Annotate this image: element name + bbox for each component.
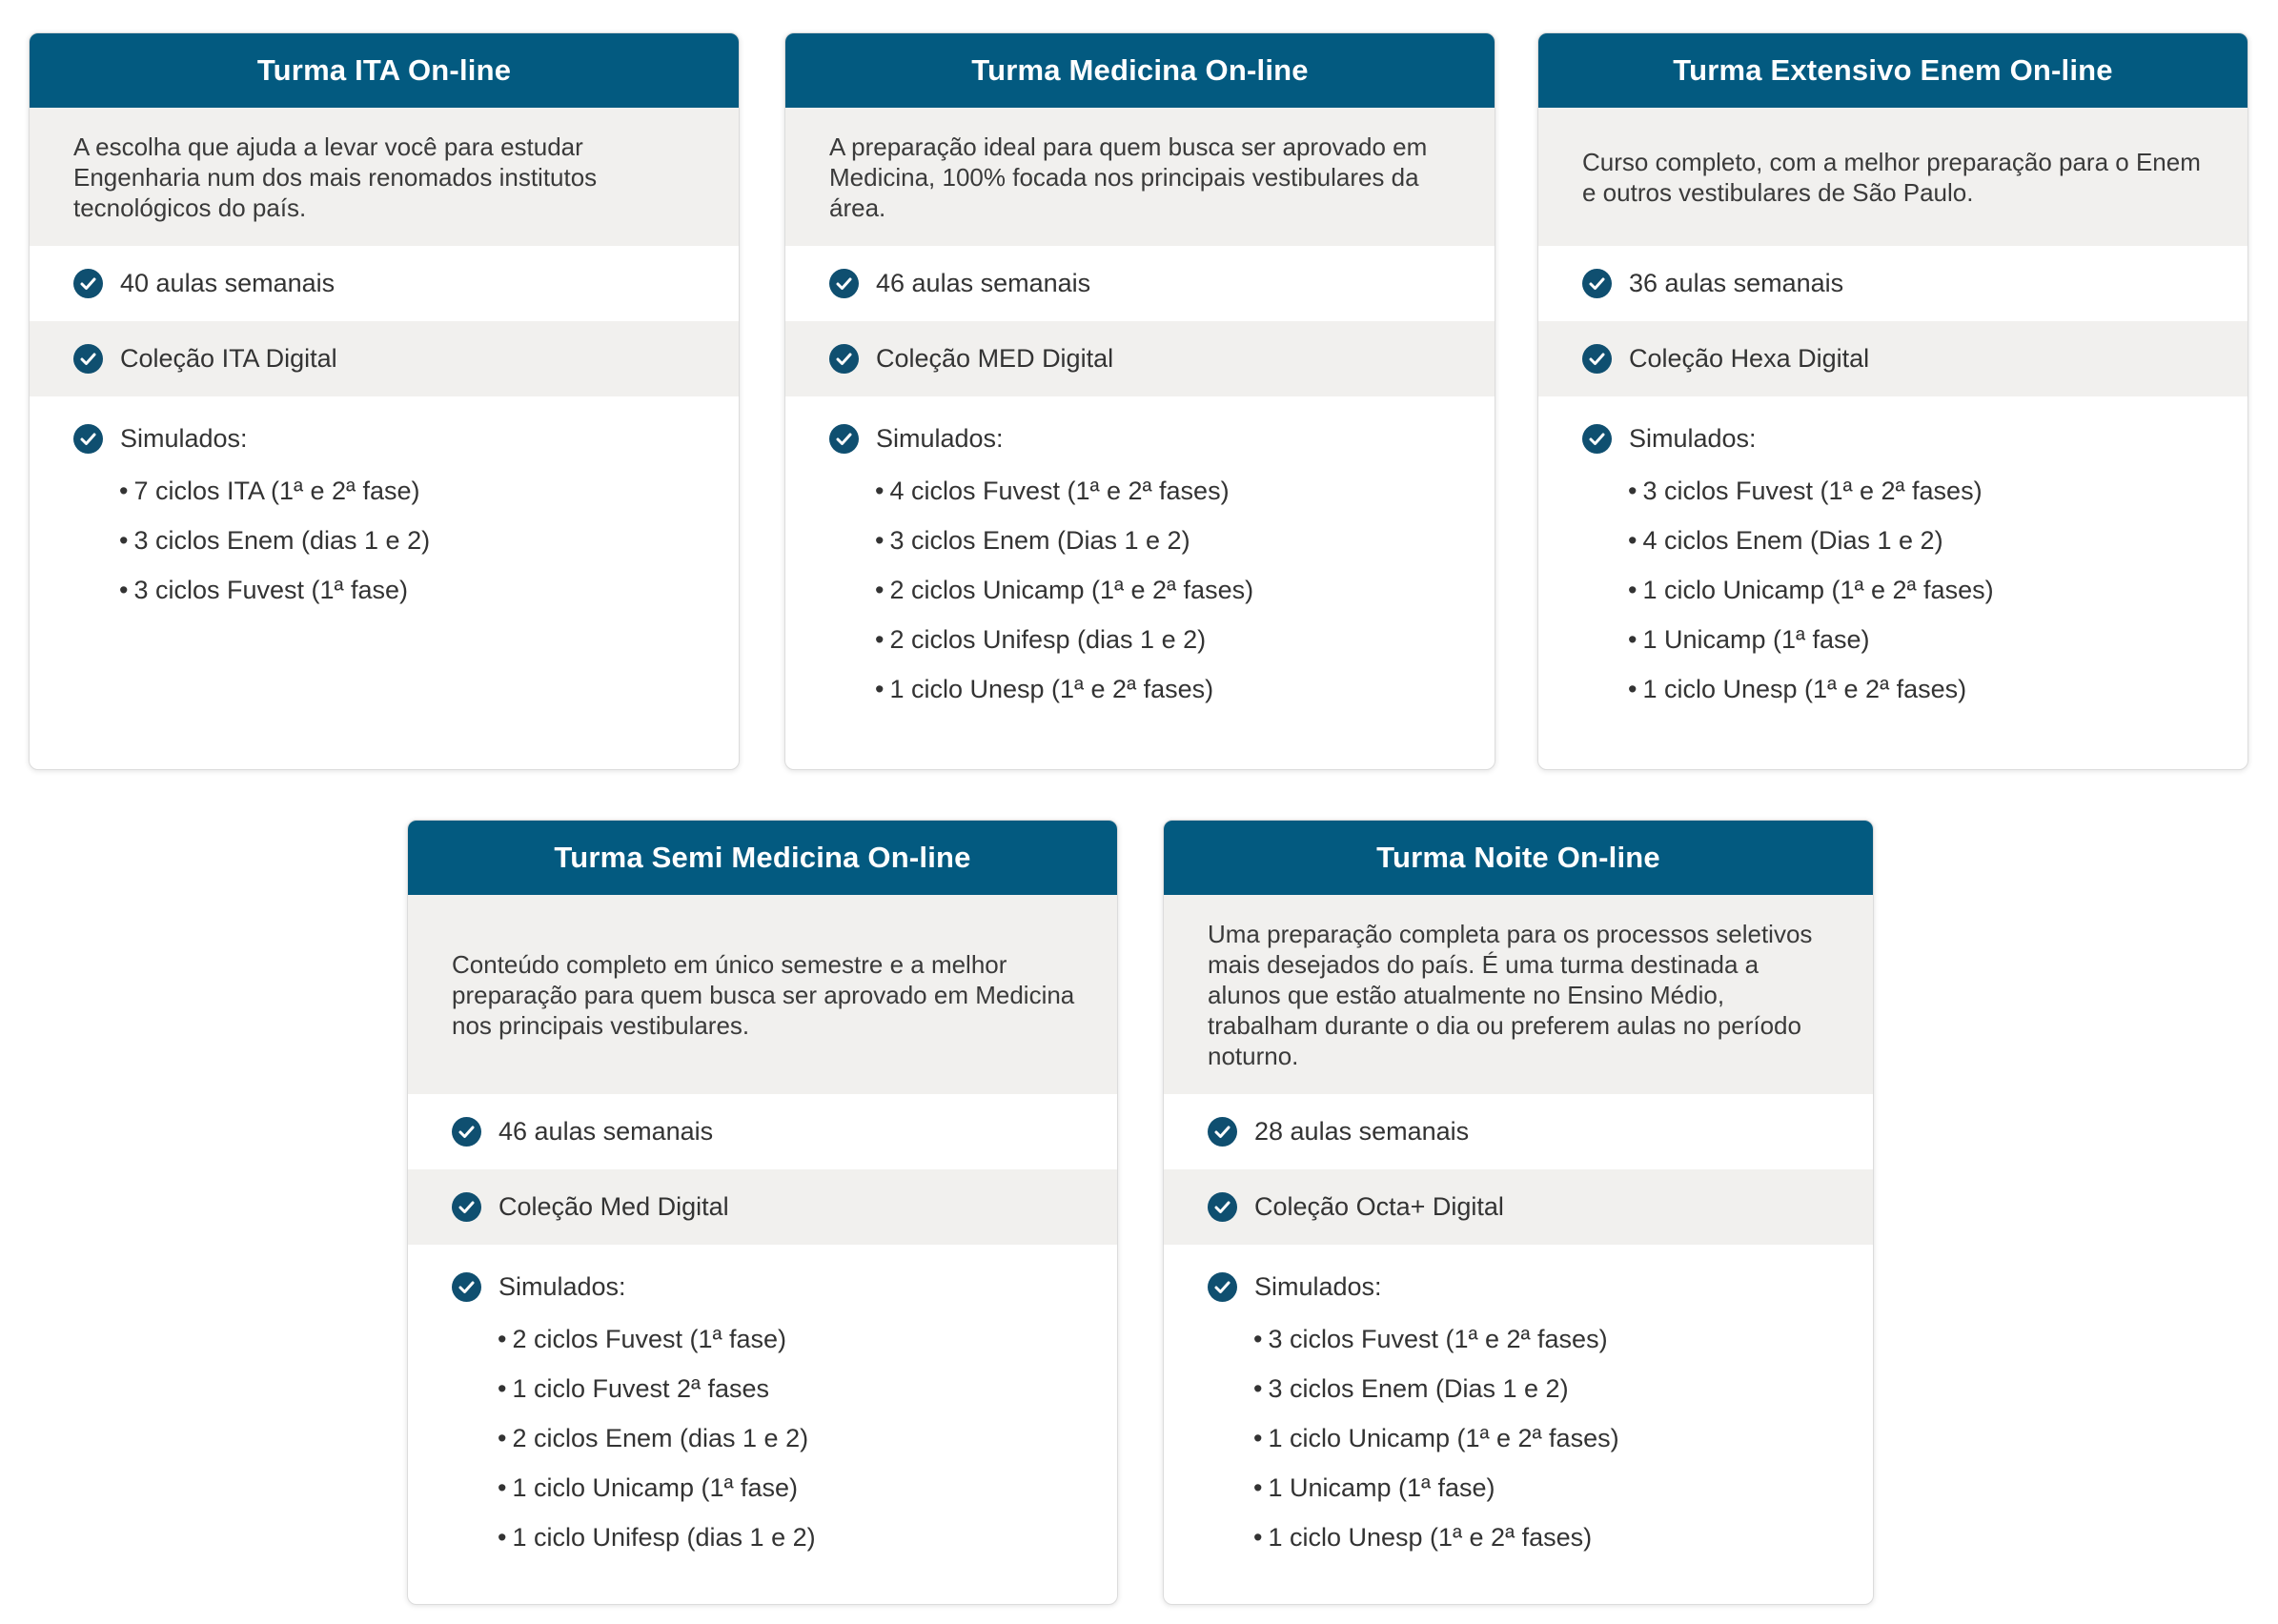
simulado-item: • 1 ciclo Unicamp (1ª e 2ª fases) [1628, 565, 2247, 615]
description-text: A preparação ideal para quem busca ser aprovado em Medicina, 100% focada nos principais vestibulares da área. [829, 132, 1428, 222]
simulados-label: Simulados: [1254, 1271, 1382, 1301]
simulados-heading [1582, 414, 2247, 463]
card-header [785, 33, 1495, 108]
card-header [1164, 821, 1873, 895]
simulado-item: • 7 ciclos ITA (1ª e 2ª fase) [119, 466, 739, 516]
simulados-list [73, 466, 739, 615]
feature-row [1164, 1169, 1873, 1245]
feature-row [1164, 1094, 1873, 1169]
simulado-item: • 3 ciclos Enem (dias 1 e 2) [119, 516, 739, 565]
check-circle-icon [1208, 1272, 1237, 1302]
simulados-label: Simulados: [498, 1271, 626, 1301]
simulado-item: • 1 Unicamp (1ª fase) [1628, 615, 2247, 664]
simulados-heading [73, 414, 739, 463]
card-description [785, 108, 1495, 246]
feature-label: Coleção ITA Digital [120, 344, 337, 373]
simulados-heading [452, 1262, 1117, 1311]
simulados-section [408, 1245, 1117, 1562]
simulados-label: Simulados: [876, 423, 1004, 453]
card-description [408, 895, 1117, 1094]
feature-row [30, 321, 739, 396]
feature-label: 46 aulas semanais [876, 269, 1091, 297]
simulado-item: • 1 ciclo Unicamp (1ª fase) [498, 1463, 1117, 1512]
simulado-item: • 3 ciclos Enem (Dias 1 e 2) [1253, 1364, 1873, 1413]
check-circle-icon [452, 1192, 481, 1222]
simulado-item: • 1 ciclo Fuvest 2ª fases [498, 1364, 1117, 1413]
feature-label: Coleção MED Digital [876, 344, 1114, 373]
check-circle-icon [452, 1117, 481, 1147]
check-circle-icon [829, 424, 859, 454]
description-text: A escolha que ajuda a levar você para estudar Engenharia num dos mais renomados institutos tecnológicos do país. [73, 132, 598, 222]
feature-label: Coleção Hexa Digital [1629, 344, 1870, 373]
description-text: Uma preparação completa para os processos seletivos mais desejados do país. É uma turma destinada a alunos que estão atualmente no Ensino Médio, trabalham durante o dia ou preferem aulas no período noturno. [1208, 919, 1813, 1070]
simulado-item: • 3 ciclos Enem (Dias 1 e 2) [875, 516, 1495, 565]
card-header [30, 33, 739, 108]
check-circle-icon [1582, 344, 1612, 374]
simulados-label: Simulados: [120, 423, 248, 453]
simulados-label: Simulados: [1629, 423, 1757, 453]
feature-row [408, 1169, 1117, 1245]
simulado-item: • 1 ciclo Unesp (1ª e 2ª fases) [1628, 664, 2247, 714]
feature-row [785, 246, 1495, 321]
check-circle-icon [1582, 269, 1612, 298]
card-title: Turma Extensivo Enem On-line [1673, 53, 2113, 87]
simulados-list [452, 1314, 1117, 1562]
description-text: Conteúdo completo em único semestre e a melhor preparação para quem busca ser aprovado em Medicina nos principais vestibulares. [452, 949, 1075, 1040]
check-circle-icon [1208, 1192, 1237, 1222]
card-description [30, 108, 739, 246]
simulado-item: • 2 ciclos Unifesp (dias 1 e 2) [875, 615, 1495, 664]
simulado-item: • 1 Unicamp (1ª fase) [1253, 1463, 1873, 1512]
check-circle-icon [452, 1272, 481, 1302]
feature-row [785, 321, 1495, 396]
simulados-heading [829, 414, 1495, 463]
simulados-section [30, 396, 739, 615]
description-text: Curso completo, com a melhor preparação para o Enem e outros vestibulares de São Paulo. [1582, 147, 2201, 207]
simulados-section [1164, 1245, 1873, 1562]
simulado-item: • 2 ciclos Enem (dias 1 e 2) [498, 1413, 1117, 1463]
simulado-item: • 1 ciclo Unicamp (1ª e 2ª fases) [1253, 1413, 1873, 1463]
simulados-section [1538, 396, 2247, 714]
feature-label: Coleção Octa+ Digital [1254, 1192, 1504, 1221]
simulado-item: • 4 ciclos Fuvest (1ª e 2ª fases) [875, 466, 1495, 516]
feature-row [408, 1094, 1117, 1169]
feature-row [1538, 246, 2247, 321]
feature-row [1538, 321, 2247, 396]
simulados-section [785, 396, 1495, 714]
simulado-item: • 1 ciclo Unifesp (dias 1 e 2) [498, 1512, 1117, 1562]
simulado-item: • 3 ciclos Fuvest (1ª e 2ª fases) [1253, 1314, 1873, 1364]
check-circle-icon [829, 344, 859, 374]
simulado-item: • 4 ciclos Enem (Dias 1 e 2) [1628, 516, 2247, 565]
simulado-item: • 2 ciclos Fuvest (1ª fase) [498, 1314, 1117, 1364]
card-turma-ita [29, 32, 740, 770]
feature-label: 28 aulas semanais [1254, 1117, 1470, 1146]
simulados-list [1582, 466, 2247, 714]
simulado-item: • 2 ciclos Unicamp (1ª e 2ª fases) [875, 565, 1495, 615]
simulados-heading [1208, 1262, 1873, 1311]
check-circle-icon [73, 424, 103, 454]
feature-label: 46 aulas semanais [498, 1117, 714, 1146]
card-header [1538, 33, 2247, 108]
card-header [408, 821, 1117, 895]
feature-label: Coleção Med Digital [498, 1192, 729, 1221]
simulados-list [1208, 1314, 1873, 1562]
check-circle-icon [73, 269, 103, 298]
card-title: Turma Semi Medicina On-line [554, 841, 971, 874]
simulado-item: • 3 ciclos Fuvest (1ª fase) [119, 565, 739, 615]
card-turma-medicina [784, 32, 1495, 770]
card-title: Turma Noite On-line [1376, 841, 1660, 874]
feature-label: 40 aulas semanais [120, 269, 336, 297]
card-title: Turma Medicina On-line [971, 53, 1309, 87]
simulado-item: • 1 ciclo Unesp (1ª e 2ª fases) [875, 664, 1495, 714]
card-title: Turma ITA On-line [256, 53, 512, 87]
simulado-item: • 3 ciclos Fuvest (1ª e 2ª fases) [1628, 466, 2247, 516]
card-description [1538, 108, 2247, 246]
card-turma-noite [1163, 820, 1874, 1605]
feature-label: 36 aulas semanais [1629, 269, 1844, 297]
card-description [1164, 895, 1873, 1094]
card-turma-extensivo-enem [1537, 32, 2248, 770]
card-turma-semi-medicina [407, 820, 1118, 1605]
feature-row [30, 246, 739, 321]
check-circle-icon [1582, 424, 1612, 454]
check-circle-icon [73, 344, 103, 374]
simulados-list [829, 466, 1495, 714]
simulado-item: • 1 ciclo Unesp (1ª e 2ª fases) [1253, 1512, 1873, 1562]
check-circle-icon [1208, 1117, 1237, 1147]
check-circle-icon [829, 269, 859, 298]
